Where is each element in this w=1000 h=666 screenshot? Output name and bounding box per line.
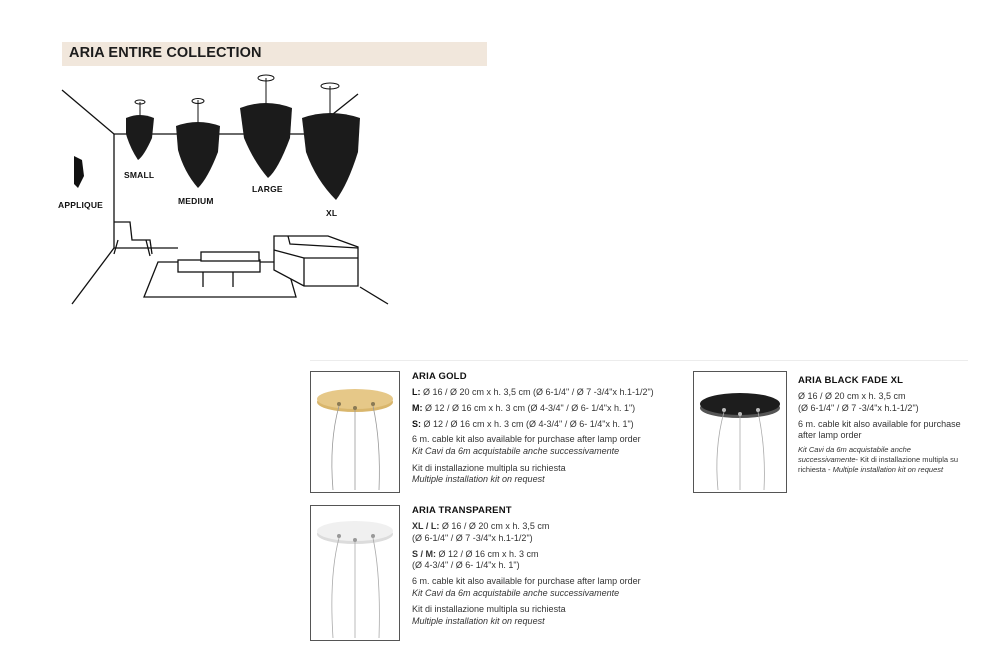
transparent-cable-it: Kit Cavi da 6m acquistabile anche successivamente: [412, 587, 620, 598]
transparent-spec-xl-l-inch: (Ø 6-1/4" / Ø 7 -3/4"x h.1-1/2"): [412, 533, 533, 544]
collection-title-band: [62, 42, 487, 66]
label-medium: MEDIUM: [178, 196, 214, 206]
black-install-notes: [798, 445, 970, 475]
section-divider: [310, 360, 968, 361]
black-canopy-drawing: [694, 372, 786, 492]
gold-canopy-drawing: [311, 372, 399, 492]
transparent-spec-s-m-text: Ø 12 / Ø 16 cm x h. 3 cm: [436, 548, 539, 559]
black-spec: Ø 16 / Ø 20 cm x h. 3,5 cm: [798, 391, 906, 402]
gold-spec-s-label: S:: [412, 418, 421, 429]
label-applique: APPLIQUE: [58, 200, 104, 210]
gold-spec-s: [412, 419, 682, 431]
transparent-spec-xl-l-text: Ø 16 / Ø 20 cm x h. 3,5 cm: [439, 521, 550, 532]
aria-black-fade-info: [798, 375, 970, 475]
transparent-spec-s-m-label: S / M:: [412, 548, 436, 559]
collection-title: ARIA ENTIRE COLLECTION: [69, 45, 262, 61]
black-cable-en: 6 m. cable kit also available for purchase after lamp order: [798, 418, 961, 441]
gold-multi-en: Multiple installation kit on request: [412, 474, 545, 485]
room-drawing: [58, 72, 398, 312]
aria-gold-title: ARIA GOLD: [412, 371, 467, 382]
gold-canopy-image: [310, 371, 400, 493]
gold-cable-en: 6 m. cable kit also available for purchase after lamp order: [412, 434, 641, 445]
gold-multi-it: Kit di installazione multipla su richiesta: [412, 462, 566, 473]
gold-spec-l-label: L:: [412, 387, 421, 398]
room-illustration: [58, 72, 398, 312]
transparent-spec-xl-l-label: XL / L:: [412, 521, 440, 532]
transparent-canopy-drawing: [311, 506, 399, 640]
label-large: LARGE: [252, 184, 283, 194]
gold-spec-s-text: Ø 12 / Ø 16 cm x h. 3 cm (Ø 4-3/4" / Ø 6- 1/4"x h. 1"): [421, 418, 634, 429]
transparent-multi-en: Multiple installation kit on request: [412, 616, 545, 627]
transparent-canopy-image: [310, 505, 400, 641]
black-multi-en: Multiple installation kit on request: [832, 465, 944, 475]
black-multi-it: - Kit di installazione multipla su richiesta -: [798, 455, 959, 475]
aria-transparent-info: [412, 505, 682, 628]
transparent-cable-en: 6 m. cable kit also available for purchase after lamp order: [412, 576, 641, 587]
transparent-multi-it: Kit di installazione multipla su richiesta: [412, 604, 566, 615]
gold-spec-l-text: Ø 16 / Ø 20 cm x h. 3,5 cm (Ø 6-1/4" / Ø 7 -3/4"x h.1-1/2"): [420, 387, 654, 398]
gold-spec-m: [412, 403, 682, 415]
black-cable-it: Kit Cavi da 6m acquistabile anche successivamente: [798, 445, 911, 465]
chandelier-small: [126, 100, 154, 160]
chandelier-medium: [176, 99, 220, 189]
black-spec-inch: (Ø 6-1/4" / Ø 7 -3/4"x h.1-1/2"): [798, 403, 919, 414]
label-small: SMALL: [124, 170, 155, 180]
aria-black-fade-title: ARIA BLACK FADE XL: [798, 375, 904, 386]
transparent-spec-xl-l: [412, 521, 682, 533]
chandelier-large: [240, 75, 292, 178]
aria-transparent-title: ARIA TRANSPARENT: [412, 505, 512, 516]
gold-spec-m-label: M:: [412, 403, 423, 414]
label-xl: XL: [326, 208, 338, 218]
chandelier-xl: [302, 83, 360, 200]
gold-spec-m-text: Ø 12 / Ø 16 cm x h. 3 cm (Ø 4-3/4" / Ø 6- 1/4"x h. 1"): [422, 403, 636, 414]
aria-gold-info: [412, 371, 682, 486]
transparent-spec-s-m-inch: (Ø 4-3/4" / Ø 6- 1/4"x h. 1"): [412, 560, 520, 571]
gold-cable-it: Kit Cavi da 6m acquistabile anche successivamente: [412, 446, 620, 457]
gold-spec-l: [412, 387, 682, 399]
black-canopy-image: [693, 371, 787, 493]
transparent-spec-s-m: [412, 549, 682, 561]
